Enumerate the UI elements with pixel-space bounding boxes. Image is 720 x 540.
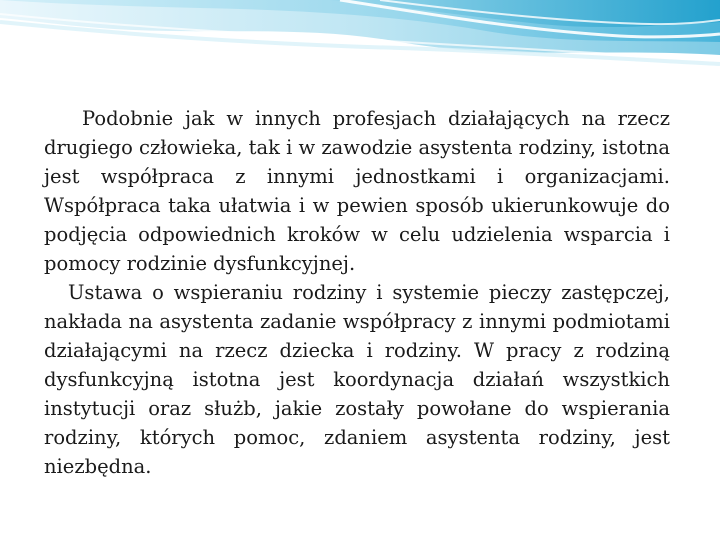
- paragraph-2: Ustawa o wspieraniu rodziny i systemie pieczy zastępczej, nakłada na asystenta zadanie współpracy z innymi podmiotami działającymi na rzecz dziecka i rodziny. W pracy z rodziną dysfunkcyjną istotna jest koordynacja działań wszystkich instytucji oraz służb, jakie zostały powołane do wspierania rodziny, których pomoc, zdaniem asystenta rodziny, jest niezbędna.: [44, 281, 670, 478]
- slide-body: [44, 104, 670, 481]
- wave-decoration: [0, 0, 720, 110]
- paragraph-1: Podobnie jak w innych profesjach działających na rzecz drugiego człowieka, tak i w zawodzie asystenta rodziny, istotna jest współpraca z innymi jednostkami i organizacjami. Współpraca taka ułatwia i w pewien sposób ukierunkowuje do podjęcia odpowiednich kroków w celu udzielenia wsparcia i pomocy rodzinie dysfunkcyjnej.: [44, 107, 670, 275]
